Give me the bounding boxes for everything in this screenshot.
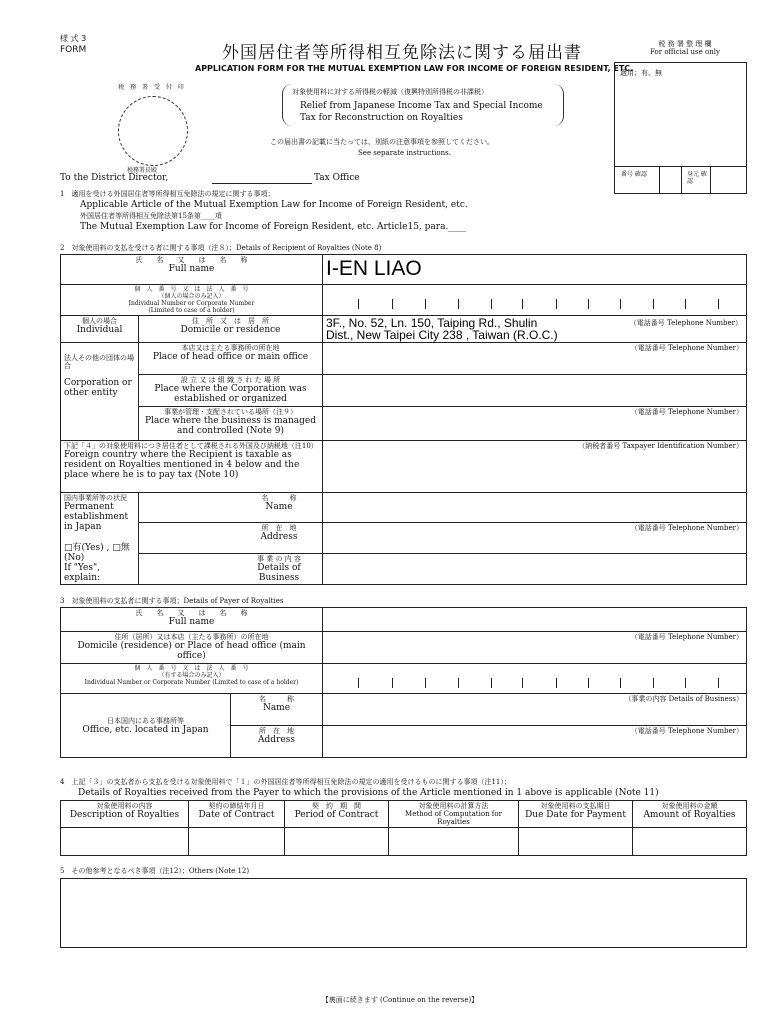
telephone-label: （電話番号 Telephone Number） [629, 319, 742, 327]
payer-name-value [323, 608, 747, 632]
payer-office-label: 日本国内にある事務所等 Office, etc. located in Japan [61, 694, 231, 758]
managed-value: （電話番号 Telephone Number） [323, 407, 747, 441]
payer-office-name-label: 名 称 Name [231, 694, 323, 726]
number-check-label: 番号 確認 [621, 171, 647, 178]
identity-check-label: 身元 確認 [687, 171, 707, 185]
col-description: 対象使用料の内容 Description of Royalties [61, 801, 189, 828]
official-use-title: 税 務 署 整 理 欄 For official use only [650, 40, 720, 56]
col-amount: 対象使用料の金額 Amount of Royalties [633, 801, 747, 828]
recipient-name-value: I-EN LIAO [323, 255, 747, 285]
tax-office-underline [212, 183, 312, 184]
foreign-country-label: 下記「４」の対象使用料につき居住者として課税される外国及び納税地（注10） Foreign country where the Recipient is taxable as resident on Royalties mentioned in 4 below and the place where he is to pay tax (Note 10) [61, 441, 323, 493]
foreign-country-value: （納税者番号 Taxpayer Identification Number） [323, 441, 747, 493]
payer-table [60, 607, 747, 758]
section4-heading-en: Details of Royalties received from the Payer to which the provisions of the Article mentioned in 1 above is applicable (Note 11) [78, 788, 659, 798]
royalties-row [61, 828, 747, 856]
col-due-date: 対象使用料の支払期日 Due Date for Payment [519, 801, 633, 828]
address-line-2: Dist., New Taipei City 238 , Taiwan (R.O.C.) [326, 328, 558, 342]
royalties-table [60, 800, 747, 856]
established-value [323, 375, 747, 407]
individual-label: 個人の場合 Individual [61, 316, 139, 343]
form-label: FORM [60, 45, 87, 55]
others-box [60, 878, 747, 948]
address-line-1: 3F., No. 52, Ln. 150, Taiping Rd., Shulin [326, 316, 538, 330]
section1-article-en: The Mutual Exemption Law for Income of Foreign Resident, etc. Article15, para.____ [80, 222, 467, 232]
col-date-of-contract: 契約の締結年月日 Date of Contract [189, 801, 285, 828]
domicile-value-cell [323, 316, 747, 343]
pe-address-value: （電話番号 Telephone Number） [323, 523, 747, 553]
form-number: 様 式 3 [60, 34, 87, 43]
payer-office-name-value: （事業の内容 Details of Business） [323, 694, 747, 726]
official-applicable: 適用；有、無 [620, 69, 662, 77]
section1-heading-jp: 1 適用を受ける外国居住者等所得相互免除法の規定に関する事項； [60, 190, 275, 198]
section3-heading: 3 対象使用料の支払者に関する事項；Details of Payer of Royalties [60, 597, 284, 605]
established-label: 設 立 又 は 組 織 さ れ た 場 所 Place where the Corporation was established or organized [139, 375, 323, 407]
royalties-header-row [61, 801, 747, 828]
corporation-label: 法人その他の団体の場合 Corporation or other entity [61, 343, 139, 441]
payer-office-address-value: （電話番号 Telephone Number） [323, 726, 747, 758]
domicile-label: 住 所 又 は 居 所 Domicile or residence [139, 316, 323, 343]
instructions-en: See separate instructions. [358, 149, 451, 157]
section5-heading: 5 その他参考となるべき事項（注12）；Others (Note 12) [60, 867, 250, 875]
receipt-stamp-label: 税 務 署 受 付 印 [118, 84, 186, 91]
col-method-of-computation: 対象使用料の計算方法 Method of Computation for Royalties [389, 801, 519, 828]
col-period-of-contract: 契 約 期 間 Period of Contract [285, 801, 389, 828]
to-director: To the District Director, [60, 173, 169, 183]
section1-heading-en: Applicable Article of the Mutual Exemption Law for Income of Foreign Resident, etc. [80, 200, 468, 210]
form-subtitle: APPLICATION FORM FOR THE MUTUAL EXEMPTION LAW FOR INCOME OF FOREIGN RESIDENT, ETC. [195, 64, 634, 73]
tax-type-jp: 対象使用料に対する所得税の軽減（復興特別所得税の非課税） [292, 88, 488, 96]
permanent-establishment-label: 国内事業所等の状況 Permanent establishment in Japan □有(Yes) , □無(No) If "Yes", explain: [61, 493, 139, 585]
tax-office-label: Tax Office [314, 173, 360, 183]
payer-domicile-value: （電話番号 Telephone Number） [323, 632, 747, 664]
managed-label: 事業が管理・支配されている場所（注９） Place where the business is managed and controlled (Note 9) [139, 407, 323, 441]
form-title: 外国居住者等所得相互免除法に関する届出書 [222, 43, 582, 63]
pe-business-value [323, 553, 747, 584]
recipient-name-label: 氏 名 又 は 名 称 Full name [61, 255, 323, 285]
section1-article-jp: 外国居住者等所得相互免除法第15条第____項 [80, 212, 222, 220]
continue-reverse-note: 【裏面に続きます (Continue on the reverse)】 [321, 996, 479, 1004]
tax-office-jp: 税務署長殿 [127, 167, 158, 174]
head-office-value: （電話番号 Telephone Number） [323, 343, 747, 375]
section4-heading-jp: 4 上記「３」の支払者から支払を受ける対象使用料で「１」の外国居住者等所得相互免除法の規定の適用を受けるものに関する事項（注11）； [60, 778, 511, 786]
pe-name-label: 名 称 Name [139, 493, 323, 523]
pe-business-label: 事 業 の 内 容 Details of Business [139, 553, 323, 584]
receipt-stamp-circle [118, 96, 188, 166]
recipient-table [60, 254, 747, 585]
payer-domicile-label: 住所（居所）又は本店（主たる事務所）の所在地 Domicile (residence) or Place of head office (main office) [61, 632, 323, 664]
payer-name-label: 氏 名 又 は 名 称 Full name [61, 608, 323, 632]
pe-name-value [323, 493, 747, 523]
head-office-label: 本店又は主たる事務所の所在地 Place of head office or main office [139, 343, 323, 375]
payer-id-boxes [323, 664, 747, 694]
recipient-id-boxes [323, 285, 747, 316]
pe-address-label: 所 在 地 Address [139, 523, 323, 553]
instructions-jp: この届出書の記載に当たっては、別紙の注意事項を参照してください。 [270, 138, 494, 146]
section2-heading: 2 対象使用料の支払を受ける者に関する事項（注８）；Details of Recipient of Royalties (Note 8) [60, 244, 382, 252]
payer-id-label: 個 人 番 号 又 は 法 人 番 号 （有する場合のみ記入） Individual Number or Corporate Number (Limited to case of a holder) [61, 664, 323, 694]
recipient-id-label: 個 人 番 号 又 は 法 人 番 号 （個人の場合のみ記入） Individual Number or Corporate Number (Limited to case of a holder) [61, 285, 323, 316]
payer-office-address-label: 所 在 地 Address [231, 726, 323, 758]
official-use-box [614, 62, 747, 194]
tax-type-en-1: Relief from Japanese Income Tax and Special Income [300, 101, 543, 111]
tax-type-en-2: Tax for Reconstruction on Royalties [300, 113, 463, 123]
